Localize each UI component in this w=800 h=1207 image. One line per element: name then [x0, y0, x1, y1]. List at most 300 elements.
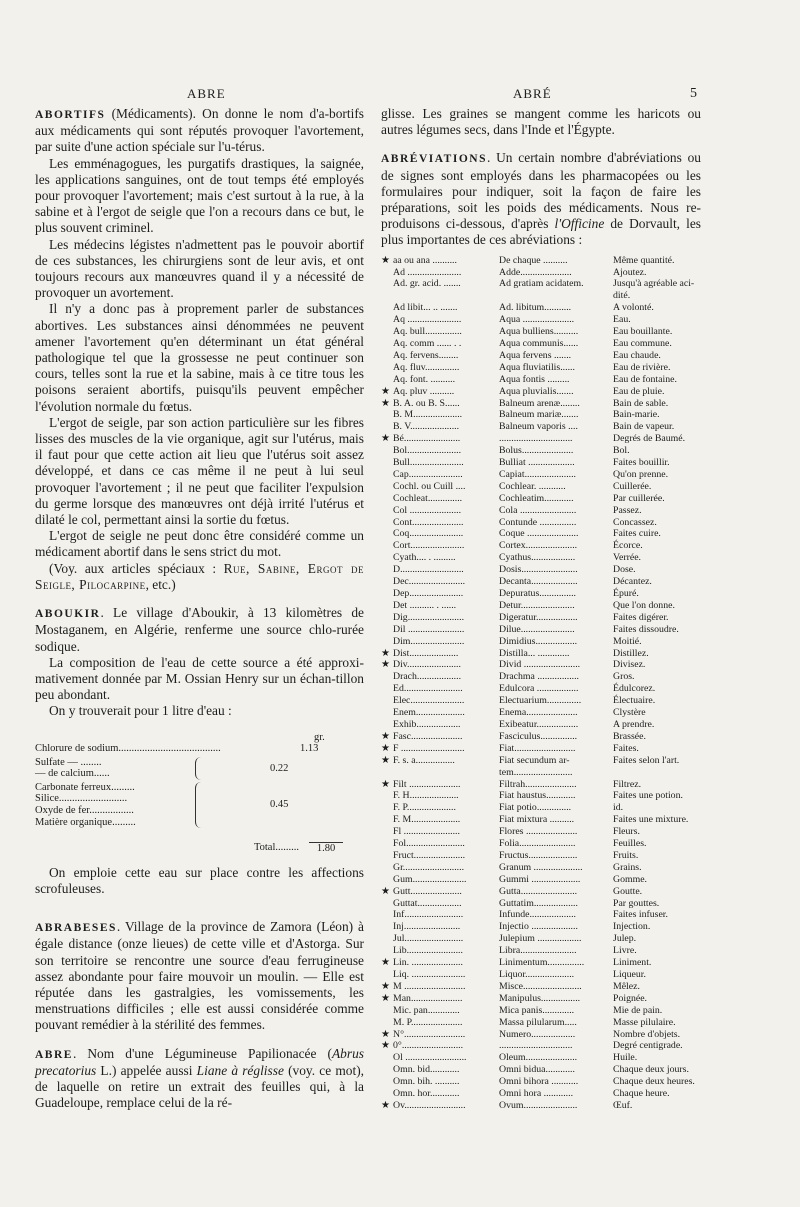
abbreviation: F. M.................... — [393, 814, 461, 826]
french-meaning: Brassée. — [613, 730, 646, 742]
french-meaning: Liniment. — [613, 957, 652, 969]
latin-term: Fiat......................... — [499, 742, 576, 754]
abreviations-text: . Un certain nombre d'abréviations ou de signes sont employés dans les pharmacopées ou les formulaires pour indiquer, soit la façon de faire les préparations, soit les poids des médicaments. Nous re-produisons ci-dessous, d'après — [381, 150, 701, 232]
abbreviation: Gum...................... — [393, 873, 467, 885]
french-meaning: Faites infuser. — [613, 909, 668, 921]
star-marker: ★ — [381, 1040, 390, 1052]
latin-term: De chaque .......... — [499, 254, 568, 266]
abbreviation: Ov......................... — [393, 1099, 466, 1111]
abbreviation-row — [381, 445, 701, 457]
total-value: 1.80 — [309, 842, 343, 855]
latin-term: Divid ....................... — [499, 659, 581, 671]
headword-abre: ABRE — [35, 1048, 73, 1061]
french-meaning: Grains. — [613, 861, 642, 873]
star-marker — [381, 850, 393, 862]
brace — [195, 757, 208, 780]
star-marker — [381, 326, 393, 338]
star-marker: ★ — [381, 659, 390, 671]
latin-term: Guttatim.................. — [499, 897, 578, 909]
star-marker — [381, 933, 393, 945]
latin-term: Fiat potio.............. — [499, 802, 572, 814]
star-marker — [381, 826, 393, 838]
star-marker — [381, 767, 393, 779]
latin-term: Digeratur................. — [499, 611, 578, 623]
abbreviation-row — [381, 374, 701, 386]
french-meaning: Divisez. — [613, 659, 646, 671]
french-meaning: Eau commune. — [613, 337, 672, 349]
abbreviation-row — [381, 790, 701, 802]
french-meaning: Faites une potion. — [613, 790, 683, 802]
abbreviation-row — [381, 909, 701, 921]
star-marker — [381, 540, 393, 552]
abbreviation: Ad ...................... — [393, 266, 462, 278]
component-name: Chlorure de sodium....................................... — [35, 743, 221, 755]
abbreviation: Aq. fluv.............. — [393, 361, 460, 373]
abbreviation: Aq. comm ...... . . — [393, 337, 462, 349]
abbreviation: Cap...................... — [393, 468, 463, 480]
latin-term: Depuratus............... — [499, 588, 577, 599]
abbreviation-row — [381, 278, 701, 290]
latin-term: Folia....................... — [499, 838, 576, 850]
running-head-right: ABRÉ — [513, 86, 552, 101]
star-marker — [381, 695, 393, 707]
french-meaning: Chaque deux heures. — [613, 1076, 695, 1088]
french-meaning: Masse pilulaire. — [613, 1016, 676, 1028]
latin-term: Filtrah..................... — [499, 778, 577, 790]
spacer — [35, 1034, 364, 1046]
abbreviation-row — [381, 290, 701, 302]
star-marker: ★ — [381, 957, 390, 969]
latin-term: Coque ..................... — [499, 528, 579, 540]
latin-term: Exibeatur................. — [499, 718, 579, 730]
star-marker — [381, 898, 393, 910]
star-marker — [381, 838, 393, 850]
abbreviation: D.......................... — [393, 564, 464, 576]
latin-term: Gutta....................... — [499, 885, 578, 897]
headword-abrabeses: ABRABESES — [35, 922, 117, 935]
component-value: 0.22 — [270, 762, 289, 774]
latin-term: Dimidius................. — [499, 635, 578, 647]
brace — [195, 782, 208, 828]
star-marker — [381, 588, 393, 600]
french-meaning: Filtrez. — [613, 778, 642, 790]
abbreviation-row — [381, 898, 701, 910]
abbreviation: Gr......................... — [393, 861, 465, 873]
total-row — [35, 842, 364, 855]
latin-term: Omni bidua............ — [499, 1064, 575, 1076]
abbreviation-row — [381, 564, 701, 576]
abreviations-source-title: l'Officine — [554, 216, 605, 232]
star-marker: ★ — [381, 980, 390, 992]
abortifs-paragraph: Il n'y a donc pas à proprement parler de substances abortives. Les substances ainsi dénommées ne peuvent amener l'avortement qu'en déterminant un état général pathologique tel que la grossesse ne peut continuer son cours, telles sont la rue et la sabine, mais à ce titre tous les poisons seraient abortifs, puisqu'ils peuvent empêcher l'évolution normale du fœtus. — [35, 301, 364, 414]
latin-term: Aqua communis...... — [499, 337, 579, 349]
abbreviation-row — [381, 731, 701, 743]
abbreviation-row — [381, 862, 701, 874]
abbreviation-row — [381, 421, 701, 433]
abbreviation: Cochl. ou Cuill .... — [393, 480, 466, 492]
latin-term: Liquor.................... — [499, 969, 575, 980]
abbreviation: Ed........................ — [393, 683, 463, 695]
latin-term: Enema..................... — [499, 707, 578, 719]
french-meaning: Clystère — [613, 707, 646, 719]
abbreviation: Dil ....................... — [393, 623, 465, 635]
abbreviation: N°......................... — [393, 1028, 466, 1040]
star-marker — [381, 683, 393, 695]
abbreviation: Col ..................... — [393, 504, 462, 516]
latin-term: Flores ..................... — [499, 826, 578, 838]
french-meaning: Ajoutez. — [613, 266, 647, 278]
abbreviation: F .......................... — [393, 742, 465, 754]
abbreviation: Div...................... — [393, 659, 461, 671]
entry-abreviations — [381, 150, 701, 248]
star-marker: ★ — [381, 254, 390, 266]
abbreviation: Inf........................ — [393, 909, 464, 921]
abbreviation: F. H.................... — [393, 790, 459, 802]
star-marker — [381, 1052, 393, 1064]
latin-term: .............................. — [499, 1040, 573, 1052]
star-marker — [381, 1088, 393, 1100]
latin-term: Contunde ............... — [499, 516, 577, 528]
latin-term: Fructus.................... — [499, 849, 578, 861]
aboukir-definition: . Le village d'Aboukir, à 13 kilomètres de Mostaganem, en Algérie, renferme une source chlo-rurée sodique. — [35, 605, 364, 654]
abbreviation: Bol...................... — [393, 445, 462, 457]
abbreviation-row — [381, 457, 701, 469]
abbreviation: Aq. fervens........ — [393, 349, 459, 361]
star-marker — [381, 338, 393, 350]
spacer — [35, 897, 364, 919]
entry-abre — [35, 1046, 364, 1112]
abbreviation-row — [381, 600, 701, 612]
abbreviation-row — [381, 398, 701, 410]
star-marker — [381, 909, 393, 921]
abbreviation-row — [381, 981, 701, 993]
abbreviation-row — [381, 350, 701, 362]
component-name: Matière organique......... — [35, 816, 136, 828]
star-marker — [381, 278, 393, 290]
abbreviation-row — [381, 433, 701, 445]
latin-term: Cochlear. ........... — [499, 480, 566, 492]
french-meaning: Que l'on donne. — [613, 599, 675, 611]
latin-term: Capiat..................... — [499, 468, 577, 480]
star-marker: ★ — [381, 385, 390, 397]
french-meaning: Bain de vapeur. — [613, 421, 675, 433]
latin-term: Injectio ................... — [499, 921, 578, 933]
abbreviation-row — [381, 409, 701, 421]
abbreviation: Cyath.... . ......... — [393, 552, 456, 564]
abbreviation-row — [381, 528, 701, 540]
french-meaning: Faites. — [613, 742, 639, 754]
abbreviation: B. V.................... — [393, 421, 460, 433]
component-value: 0.45 — [270, 799, 289, 811]
spacer — [35, 593, 364, 605]
abbreviation-row — [381, 850, 701, 862]
aboukir-paragraph: La composition de l'eau de cette source a été approxi-mativement donnée par M. Ossian Henry sur un échan-tillon peu abondant. — [35, 654, 364, 703]
star-marker — [381, 493, 393, 505]
left-column — [35, 106, 364, 1112]
abbreviation-row — [381, 779, 701, 791]
abbreviation-row — [381, 255, 701, 267]
star-marker — [381, 302, 393, 314]
abbreviation — [393, 767, 499, 779]
abbreviation: Gutt..................... — [393, 885, 462, 897]
star-marker — [381, 576, 393, 588]
abbreviation-row — [381, 267, 701, 279]
abbreviation-row — [381, 826, 701, 838]
french-meaning: Concassez. — [613, 516, 657, 528]
abbreviation-row — [381, 838, 701, 850]
abbreviation-row — [381, 588, 701, 600]
abbreviation-row — [381, 767, 701, 779]
pair-names — [35, 757, 195, 780]
latin-term: Libra....................... — [499, 945, 577, 957]
abbreviation: M ......................... — [393, 980, 466, 992]
abbreviation-row — [381, 469, 701, 481]
abbreviation: Jul........................ — [393, 933, 464, 945]
french-meaning: Liqueur. — [613, 969, 646, 980]
abbreviation-row — [381, 362, 701, 374]
abbreviation-row — [381, 874, 701, 886]
abbreviation-row — [381, 517, 701, 529]
latin-term: Cola ....................... — [499, 504, 577, 516]
abbreviation: Mic. pan............. — [393, 1004, 460, 1016]
abbreviation: Enem.................... — [393, 707, 465, 719]
abbreviation: Dec....................... — [393, 576, 466, 588]
aboukir-paragraph: On y trouverait pour 1 litre d'eau : — [49, 703, 232, 719]
star-marker — [381, 636, 393, 648]
abbreviation-row — [381, 624, 701, 636]
latin-term: Cortex..................... — [499, 540, 578, 552]
french-meaning: Mie de pain. — [613, 1004, 663, 1016]
abbreviation: Man..................... — [393, 992, 463, 1004]
abbreviation-row — [381, 993, 701, 1005]
abbreviation: M. P..................... — [393, 1016, 463, 1028]
star-marker — [381, 612, 393, 624]
abbreviation: Bé....................... — [393, 433, 461, 445]
french-meaning: Distillez. — [613, 647, 649, 659]
latin-term: Ad gratiam acidatem. — [499, 278, 584, 290]
abbreviation-row — [381, 302, 701, 314]
star-marker: ★ — [381, 992, 390, 1004]
abbreviation-row — [381, 636, 701, 648]
french-meaning: Faites bouillir. — [613, 457, 670, 469]
abortifs-paragraph: L'ergot de seigle, par son action particulière sur les fibres lisses des muscles de la vie organique, agit sur l'utérus, mais il faut pour que cette action ait lieu que l'utérus soit assez développé, et dans ce cas même il ne peut à lui seul provoquer l'avortement ; il ne peut que faciliter l'expulsion du germe lorsque des manœuvres ont déjà irrité l'utérus et dilaté le col, permettant ainsi la sortie du fœtus. — [35, 414, 364, 528]
abbreviation-row — [381, 755, 701, 767]
component-value: 1.13 — [300, 743, 319, 755]
french-meaning: Même quantité. — [613, 254, 675, 266]
latin-term: Omni bihora ........... — [499, 1076, 579, 1088]
latin-term: .............................. — [499, 433, 573, 445]
abbreviation-row — [381, 802, 701, 814]
latin-term: Fasciculus............... — [499, 730, 578, 742]
french-meaning: Cuillerée. — [613, 480, 652, 492]
abbreviation-row — [381, 719, 701, 731]
latin-term: Aqua bulliens.......... — [499, 326, 579, 338]
abbreviation: Ad libit... .. ....... — [393, 302, 458, 314]
abre-text: . Nom d'une Légumineuse Papilionacée ( — [72, 1045, 332, 1061]
french-meaning: Feuilles. — [613, 838, 647, 850]
abbreviation: Drach.................. — [393, 671, 462, 683]
star-marker — [381, 374, 393, 386]
french-meaning: Eau bouillante. — [613, 326, 673, 338]
star-marker — [381, 719, 393, 731]
abortifs-definition: (Médicaments). On donne le nom d'a-bortifs aux médicaments qui sont réputés provoquer l'avortement, par suite d'une action spéciale sur l'u-térus. — [35, 106, 364, 155]
french-meaning — [613, 767, 701, 779]
abre-common-name: Liane à réglisse — [196, 1062, 284, 1078]
latin-term: Ad. libitum........... — [499, 302, 572, 314]
star-marker — [381, 1076, 393, 1088]
abortifs-paragraph: Les médecins légistes n'admettent pas le pouvoir abortif de ces substances, les chirurgiens sont de leur avis, et ont toujours recours aux manœuvres quand il y a nécessité de provoquer un avortement. — [35, 236, 364, 301]
component-name: — de calcium...... — [35, 768, 110, 780]
abbreviation-row — [381, 1005, 701, 1017]
latin-term: Electuarium.............. — [499, 695, 582, 707]
abbreviation: Aq. bull............... — [393, 326, 462, 338]
latin-term: Balneum arenæ........ — [499, 397, 580, 409]
latin-term: Numero.................. — [499, 1028, 576, 1040]
latin-term: Aqua fontis ......... — [499, 373, 570, 385]
abbreviation-row — [381, 1100, 701, 1112]
french-meaning: Livre. — [613, 945, 637, 957]
french-meaning: Dose. — [613, 564, 636, 576]
component-name: Oxyde de fer................. — [35, 805, 134, 817]
page-number: 5 — [690, 86, 697, 101]
abbreviation: Filt ..................... — [393, 778, 461, 790]
abbreviation: Omn. bid............ — [393, 1064, 460, 1076]
latin-term: Distilla... ............. — [499, 647, 570, 659]
latin-term: Detur...................... — [499, 599, 575, 611]
latin-term: tem........................ — [499, 766, 573, 778]
abbreviation-row — [381, 326, 701, 338]
french-meaning: Jusqu'à agréable aci- — [613, 278, 695, 290]
star-marker — [381, 267, 393, 279]
star-marker — [381, 469, 393, 481]
abbreviation: Cort...................... — [393, 540, 465, 552]
latin-term: Decanta................... — [499, 576, 578, 588]
french-meaning: Œuf. — [613, 1099, 633, 1111]
abbreviation: Det .......... . ...... — [393, 599, 457, 611]
abbreviation-row — [381, 493, 701, 505]
latin-term: Drachma ................. — [499, 671, 579, 683]
french-meaning: Eau de rivière. — [613, 361, 671, 373]
french-meaning: Eau chaude. — [613, 349, 661, 361]
star-marker — [381, 945, 393, 957]
french-meaning: Eau de pluie. — [613, 385, 665, 397]
abbreviation: Liq. ...................... — [393, 969, 466, 980]
french-meaning: Goutte. — [613, 885, 643, 897]
star-marker — [381, 707, 393, 719]
abbreviation-row — [381, 659, 701, 671]
headword-abortifs: ABORTIFS — [35, 109, 106, 121]
french-meaning: Gros. — [613, 671, 635, 683]
total-label: Total......... — [253, 842, 299, 854]
xref-prefix: (Voy. aux articles spéciaux : — [49, 560, 224, 576]
latin-term: Aqua fluviatilis...... — [499, 361, 575, 373]
french-meaning: Faites cuire. — [613, 528, 661, 540]
french-meaning: Qu'on prenne. — [613, 468, 669, 480]
entry-abrabeses — [35, 919, 364, 1033]
abbreviation-row — [381, 933, 701, 945]
star-marker — [381, 874, 393, 886]
abbreviation-row — [381, 505, 701, 517]
french-meaning: Degrés de Baumé. — [613, 433, 686, 445]
star-marker: ★ — [381, 754, 390, 766]
latin-term: Julepium .................. — [499, 933, 582, 945]
latin-term: Dosis....................... — [499, 564, 578, 576]
french-meaning: Mêlez. — [613, 980, 640, 992]
abre-latin-name: Abrus precatorius — [35, 1045, 364, 1078]
aboukir-usage: On emploie cette eau sur place contre les affections scrofuleuses. — [35, 864, 364, 897]
abbreviation — [393, 290, 499, 302]
french-meaning: Par cuillerée. — [613, 492, 665, 504]
star-marker — [381, 969, 393, 981]
star-marker — [381, 862, 393, 874]
latin-term: Fiat secundum ar- — [499, 754, 570, 766]
abbreviation: Omn. hor............ — [393, 1088, 460, 1100]
latin-term: Cochleatim............ — [499, 492, 574, 504]
latin-term: Aqua fervens ....... — [499, 349, 572, 361]
latin-term: Granum .................... — [499, 861, 583, 873]
abre-text: (voy. ce mot), de laquelle on retire un extrait des feuilles qui, à la Guadeloupe, remplace celui de la ré- — [35, 1062, 364, 1111]
star-marker — [381, 517, 393, 529]
french-meaning: Fruits. — [613, 849, 639, 861]
latin-term: Oleum..................... — [499, 1052, 578, 1064]
latin-term: Infunde................... — [499, 909, 577, 921]
abbreviation-row — [381, 743, 701, 755]
component-name: Carbonate ferreux......... — [35, 781, 135, 793]
component-name: Sulfate — ........ — [35, 756, 102, 768]
spacer — [381, 138, 701, 150]
star-marker — [381, 314, 393, 326]
abbreviation: B. A. ou B. S...... — [393, 397, 460, 409]
latin-term: Manipulus................ — [499, 992, 581, 1004]
abbreviation-row — [381, 648, 701, 660]
abbreviation-row — [381, 1088, 701, 1100]
star-marker — [381, 564, 393, 576]
abbreviation-row — [381, 886, 701, 898]
latin-term: Mica panis............. — [499, 1004, 575, 1016]
abreviations-text: de Dorvault, les plus importantes de ces abréviations : — [381, 216, 701, 248]
star-marker — [381, 409, 393, 421]
star-marker — [381, 814, 393, 826]
star-marker: ★ — [381, 778, 390, 790]
abbreviation: Cochleat.............. — [393, 492, 463, 504]
latin-term: Balneum mariæ....... — [499, 409, 579, 421]
french-meaning: Faites digérer. — [613, 611, 669, 623]
abbreviation: Ol ......................... — [393, 1052, 467, 1064]
abbreviation-row — [381, 1029, 701, 1041]
composition-pair — [35, 757, 364, 780]
abbreviation: Dig....................... — [393, 611, 465, 623]
star-marker — [381, 1005, 393, 1017]
french-meaning: Chaque heure. — [613, 1088, 670, 1100]
abbreviation: Fl ....................... — [393, 826, 460, 838]
abbreviation-row — [381, 683, 701, 695]
french-meaning: Nombre d'objets. — [613, 1028, 681, 1040]
abbreviation: F. s. a................ — [393, 754, 455, 766]
french-meaning: Eau de fontaine. — [613, 373, 677, 385]
latin-term: Massa pilularum..... — [499, 1016, 577, 1028]
star-marker: ★ — [381, 433, 390, 445]
abortifs-paragraph: L'ergot de seigle ne peut donc être considéré comme un médicament abortif dans le sens strict du mot. — [35, 528, 364, 560]
french-meaning: Poignée. — [613, 992, 648, 1004]
abbreviations-table — [381, 255, 701, 1112]
french-meaning: dité. — [613, 290, 631, 302]
unit-label: gr. — [314, 731, 325, 743]
abbreviation-row — [381, 969, 701, 981]
abbreviation: Aq ...................... — [393, 314, 462, 326]
abbreviation: Lib....................... — [393, 945, 463, 957]
latin-term: Bulliat ................... — [499, 457, 575, 469]
abbreviation: Fasc..................... — [393, 730, 463, 742]
